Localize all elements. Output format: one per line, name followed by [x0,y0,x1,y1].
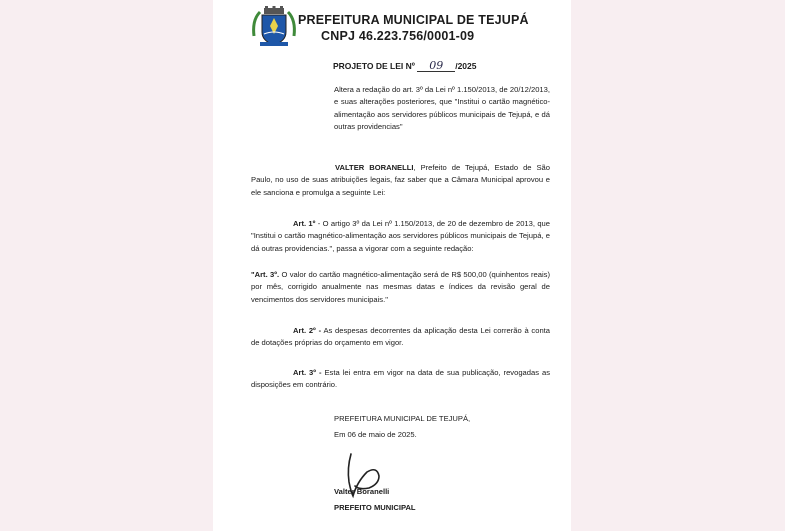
municipal-crest-icon [250,6,298,48]
mayor-name: VALTER BORANELLI [335,163,414,172]
article-2-label: Art. 2º - [293,326,322,335]
bill-summary: Altera a redação do art. 3º da Lei nº 1.150/2013, de 20/12/2013, e suas alterações posteriores, que "Institui o cartão magnético-alimentação aos servidores públicos municipais de Tejupá, e dá outras providencias" [334,85,550,132]
quoted-article-3 [251,269,550,306]
document-page [213,0,571,531]
bill-prefix: PROJETO DE LEI Nº [333,61,415,71]
signer-name: Valter Boranelli [334,487,390,496]
bill-year: /2025 [455,61,477,71]
article-1-text: - O artigo 3º da Lei nº 1.150/2013, de 20 de dezembro de 2013, que "Institui o cartão magnético-alimentação aos servidores públicos municipais de Tejupá, e dá outras providencias.", passa a vigorar com a seguinte redação: [251,219,551,253]
enactment-paragraph [251,162,550,199]
article-3 [251,367,550,392]
bill-number [333,61,476,72]
closing-place: PREFEITURA MUNICIPAL DE TEJUPÁ, [334,414,471,423]
article-2 [251,325,550,350]
article-1 [251,218,550,255]
closing-date: Em 06 de maio de 2025. [334,430,417,439]
article-3-label: Art. 3º - [293,368,322,377]
quoted-article-label: "Art. 3º. [251,270,280,279]
enactment-text: , Prefeito de Tejupá, Estado de São Paulo, no uso de suas atribuições legais, faz saber que a Câmara Municipal aprovou e ele sanciona e promulga a seguinte Lei: [251,163,550,197]
header-title: PREFEITURA MUNICIPAL DE TEJUPÁ [298,13,529,27]
article-2-text: As despesas decorrentes da aplicação desta Lei correrão à conta de dotações próprias do orçamento em vigor. [251,326,550,348]
quoted-article-text: O valor do cartão magnético-alimentação será de R$ 500,00 (quinhentos reais) por mês, corrigido anualmente nas mesmas datas e índices da revisão geral de vencimentos dos servidores municipais." [251,270,550,304]
article-1-label: Art. 1º [293,219,316,228]
header-cnpj: CNPJ 46.223.756/0001-09 [321,29,475,43]
bill-handwritten-number: 09 [417,61,455,72]
article-3-text: Esta lei entra em vigor na data de sua publicação, revogadas as disposições em contrário. [251,368,550,390]
signer-role: PREFEITO MUNICIPAL [334,503,416,512]
